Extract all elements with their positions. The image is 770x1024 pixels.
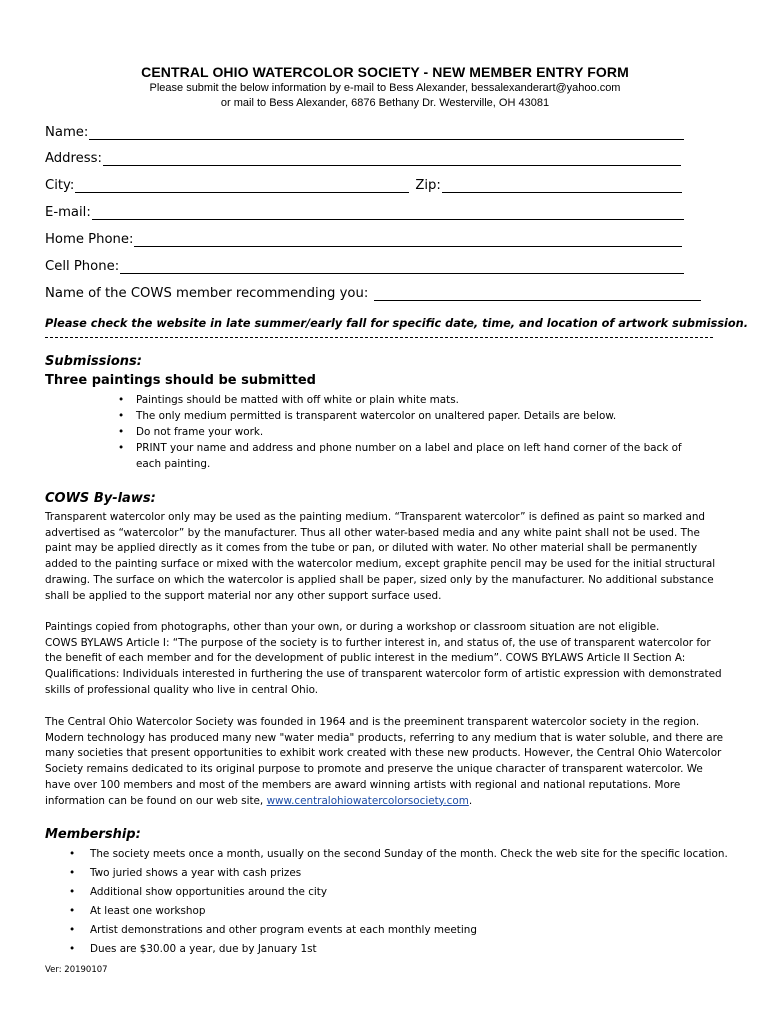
cell-phone-field[interactable] [45,254,684,274]
submission-notice: Please check the website in late summer/early fall for specific date, time, and location of artwork submission. [45,317,749,330]
city-line[interactable] [75,178,409,193]
membership-heading: Membership: [45,827,141,842]
address-line[interactable] [103,151,681,166]
bylaws-paragraph-2 [45,620,725,699]
city-zip-field[interactable] [45,173,682,193]
list-item: • Two juried shows a year with cash prizes [65,864,735,883]
address-field[interactable] [45,146,681,166]
period: . [468,794,473,807]
bylaws-text-2b: COWS BYLAWS Article I: “The purpose of the society is to further interest in, and status of, the use of transparent watercolor for the benefit of each member and for the development of public interest in the medium”. COWS BYLAWS Article II Section A: Qualifications: Individuals interested in furthering the use of transparent watercolor form of artistic expression with demonstrated skills of professional quality who live in central Ohio. [45,636,722,696]
zip-label: Zip: [415,178,441,193]
version-label: Ver: 20190107 [45,965,108,975]
list-item: • Dues are $30.00 a year, due by January 1st [65,940,735,959]
bylaws-paragraph-1 [45,510,725,604]
list-item: • Do not frame your work. [114,424,704,440]
email-field[interactable] [45,200,684,220]
list-item: • The society meets once a month, usually on the second Sunday of the month. Check the web site for the specific location. [65,845,735,864]
submissions-list [114,392,704,472]
home-phone-field[interactable] [45,227,682,247]
email-label: E-mail: [45,205,91,220]
name-label: Name: [45,125,89,140]
submissions-subheading: Three paintings should be submitted [45,373,316,388]
list-item: • Artist demonstrations and other program events at each monthly meeting [65,921,735,940]
mailing-instructions: or mail to Bess Alexander, 6876 Bethany Dr. Westerville, OH 43081 [220,97,550,109]
submission-instructions: Please submit the below information by e-mail to Bess Alexander, bessalexanderart@yahoo.com [149,82,621,94]
home-phone-label: Home Phone: [45,232,134,247]
address-label: Address: [45,151,102,166]
bylaws-heading: COWS By-laws: [45,491,156,506]
dashed-divider [45,337,713,338]
recommender-field[interactable] [45,281,701,301]
bylaws-text-2a: Paintings copied from photographs, other than your own, or during a workshop or classroom situation are not eligible. [45,621,660,633]
city-label: City: [45,178,75,193]
home-phone-line[interactable] [134,232,682,247]
list-item: • Paintings should be matted with off white or plain white mats. [114,392,704,408]
bylaws-text-1: Transparent watercolor only may be used as the painting medium. “Transparent watercolor” is defined as paint so marked and advertised as “watercolor” by the manufacturer. Thus all other water-based media and any white paint shall not be used. The paint may be applied directly as it comes from the tube or pan, or diluted with water. No other material shall be permanently added to the painting surface or mixed with the watercolor medium, except graphite pencil may be used for the initial structural drawing. The surface on which the watercolor is applied shall be paper, sized only by the manufacturer. No additional substance shall be applied to the support material nor any other support surface used. [45,511,716,602]
form-title: CENTRAL OHIO WATERCOLOR SOCIETY - NEW MEMBER ENTRY FORM [141,64,629,80]
list-item: • PRINT your name and address and phone number on a label and place on left hand corner of the back of each painting. [114,440,704,472]
submissions-heading: Submissions: [45,354,142,369]
recommender-line[interactable] [374,286,701,301]
society-description [45,715,725,809]
email-line[interactable] [92,205,684,220]
recommender-label: Name of the COWS member recommending you: [45,286,369,301]
cell-phone-label: Cell Phone: [45,259,120,274]
website-link[interactable]: www.centralohiowatercolorsociety.com [266,794,469,807]
name-line[interactable] [89,125,684,140]
zip-line[interactable] [442,178,682,193]
society-text: The Central Ohio Watercolor Society was founded in 1964 and is the preeminent transparent watercolor society in the region. Modern technology has produced many new "water media" products, referring to any medium that is water soluble, and there are many societies that present opportunities to exhibit work created with these new products. However, the Central Ohio Watercolor Society remains dedicated to its original purpose to promote and preserve the unique character of transparent watercolor. We have over 100 members and most of the members are award winning artists with regional and national reputations. More information can be found on our web site, [45,716,724,807]
list-item: • Additional show opportunities around the city [65,883,735,902]
cell-phone-line[interactable] [120,259,684,274]
list-item: • At least one workshop [65,902,735,921]
name-field[interactable] [45,120,684,140]
membership-list [65,845,735,959]
list-item: • The only medium permitted is transparent watercolor on unaltered paper. Details are below. [114,408,704,424]
